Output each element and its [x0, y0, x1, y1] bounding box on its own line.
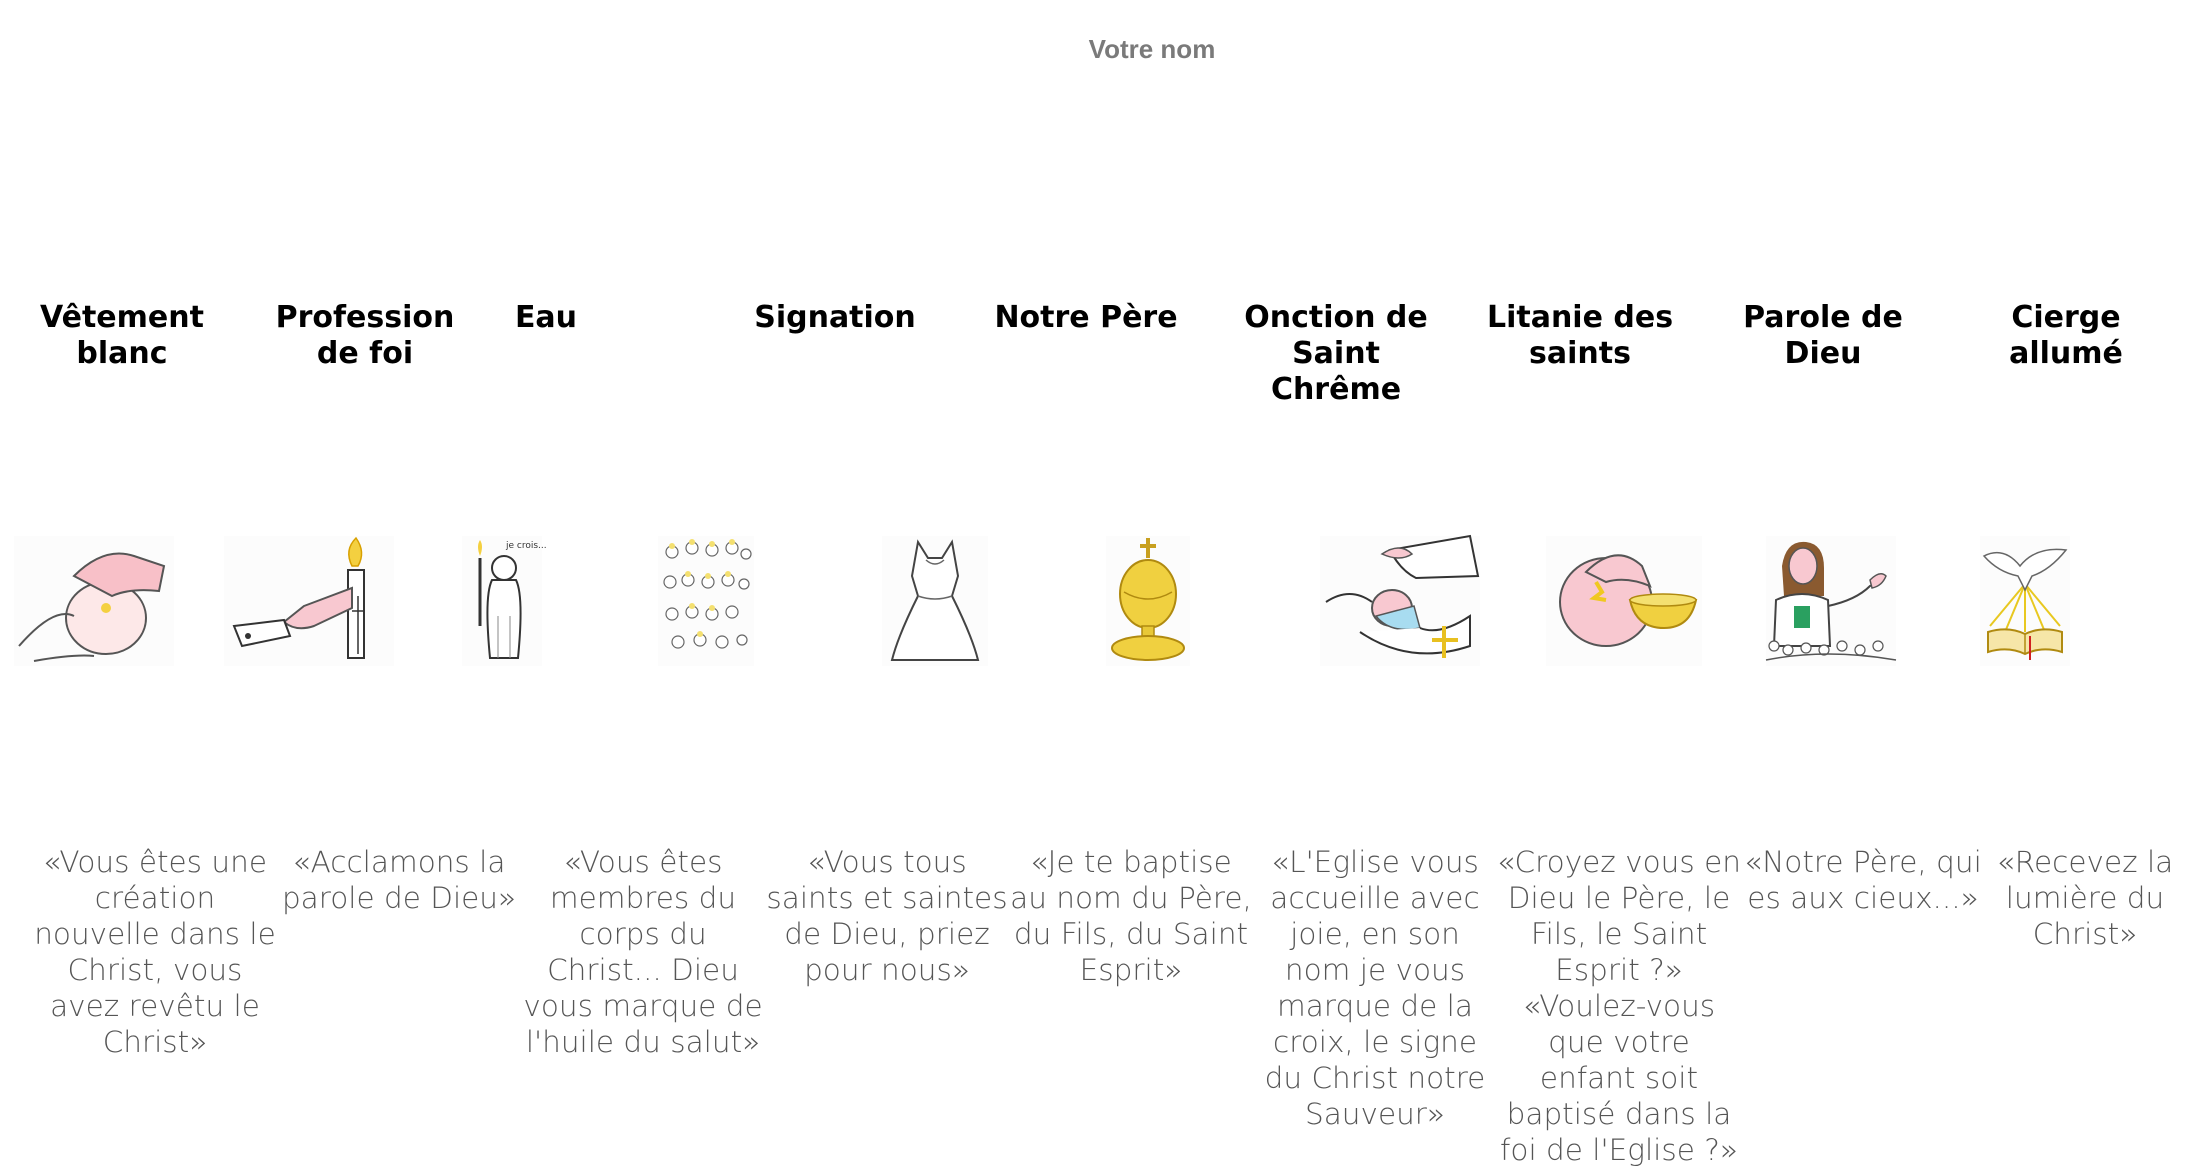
white-baptismal-gown-icon: [882, 536, 988, 666]
label-vetement-blanc[interactable]: Vêtement blanc: [40, 300, 204, 371]
golden-chrism-vessel-icon: [1106, 536, 1190, 666]
quote-signation[interactable]: «L'Eglise vous accueille avec joie, en son nom je vous marque de la croix, le signe du Christ notre Sauveur»: [1264, 845, 1486, 1131]
child-with-candle-icon: [462, 536, 547, 666]
crowd-of-saints-icon: [658, 536, 754, 666]
image-tile-6[interactable]: [1106, 536, 1190, 666]
quote-parole-de-dieu[interactable]: «Acclamons la parole de Dieu»: [281, 845, 517, 915]
image-tile-3[interactable]: [462, 536, 547, 666]
quote-profession-de-foi[interactable]: «Croyez vous en Dieu le Père, le Fils, le Saint Esprit ?» «Voulez-vous que votre enfant soit baptisé dans la foi de l'Eglise ?»: [1497, 845, 1741, 1167]
hand-signing-baby-forehead-icon: [14, 536, 174, 666]
dove-over-bible-icon: [1980, 536, 2070, 666]
hand-anointing-head-icon: [1546, 536, 1702, 666]
label-notre-pere[interactable]: Notre Père: [994, 300, 1178, 335]
quote-cierge[interactable]: «Recevez la lumière du Christ»: [1996, 845, 2174, 951]
image-tile-1[interactable]: [14, 536, 174, 666]
label-litanie-des-saints[interactable]: Litanie des saints: [1486, 300, 1674, 371]
image-tile-10[interactable]: [1980, 536, 2070, 666]
name-input[interactable]: [1000, 26, 1304, 72]
image-tile-9[interactable]: [1766, 536, 1896, 666]
label-signation[interactable]: Signation: [754, 300, 916, 335]
image-tile-4[interactable]: [658, 536, 754, 666]
quote-eau[interactable]: «Je te baptise au nom du Père, du Fils, du Saint Esprit»: [1010, 845, 1252, 987]
label-onction-saint-chreme[interactable]: Onction de Saint Chrême: [1244, 300, 1428, 407]
label-profession-de-foi[interactable]: Profession de foi: [275, 300, 455, 371]
priest-baptizing-baby-icon: [1320, 536, 1480, 666]
image-tile-5[interactable]: [882, 536, 988, 666]
je-crois-caption: je crois...: [506, 541, 547, 551]
image-tile-2[interactable]: [224, 536, 394, 666]
quote-vetement-blanc[interactable]: «Vous êtes une création nouvelle dans le Christ, vous avez revêtu le Christ»: [34, 845, 276, 1059]
hand-holding-candle-icon: [224, 536, 394, 666]
label-cierge-allume[interactable]: Cierge allumé: [2009, 300, 2123, 371]
quote-notre-pere[interactable]: «Notre Père, qui es aux cieux...»: [1744, 845, 1982, 915]
quote-onction[interactable]: «Vous êtes membres du corps du Christ... Dieu vous marque de l'huile du salut»: [523, 845, 763, 1059]
image-tile-7[interactable]: [1320, 536, 1480, 666]
quote-litanie[interactable]: «Vous tous saints et saintes de Dieu, priez pour nous»: [766, 845, 1008, 987]
label-parole-de-dieu[interactable]: Parole de Dieu: [1743, 300, 1903, 371]
jesus-preaching-icon: [1766, 536, 1896, 666]
label-eau[interactable]: Eau: [514, 300, 578, 335]
image-tile-8[interactable]: [1546, 536, 1702, 666]
